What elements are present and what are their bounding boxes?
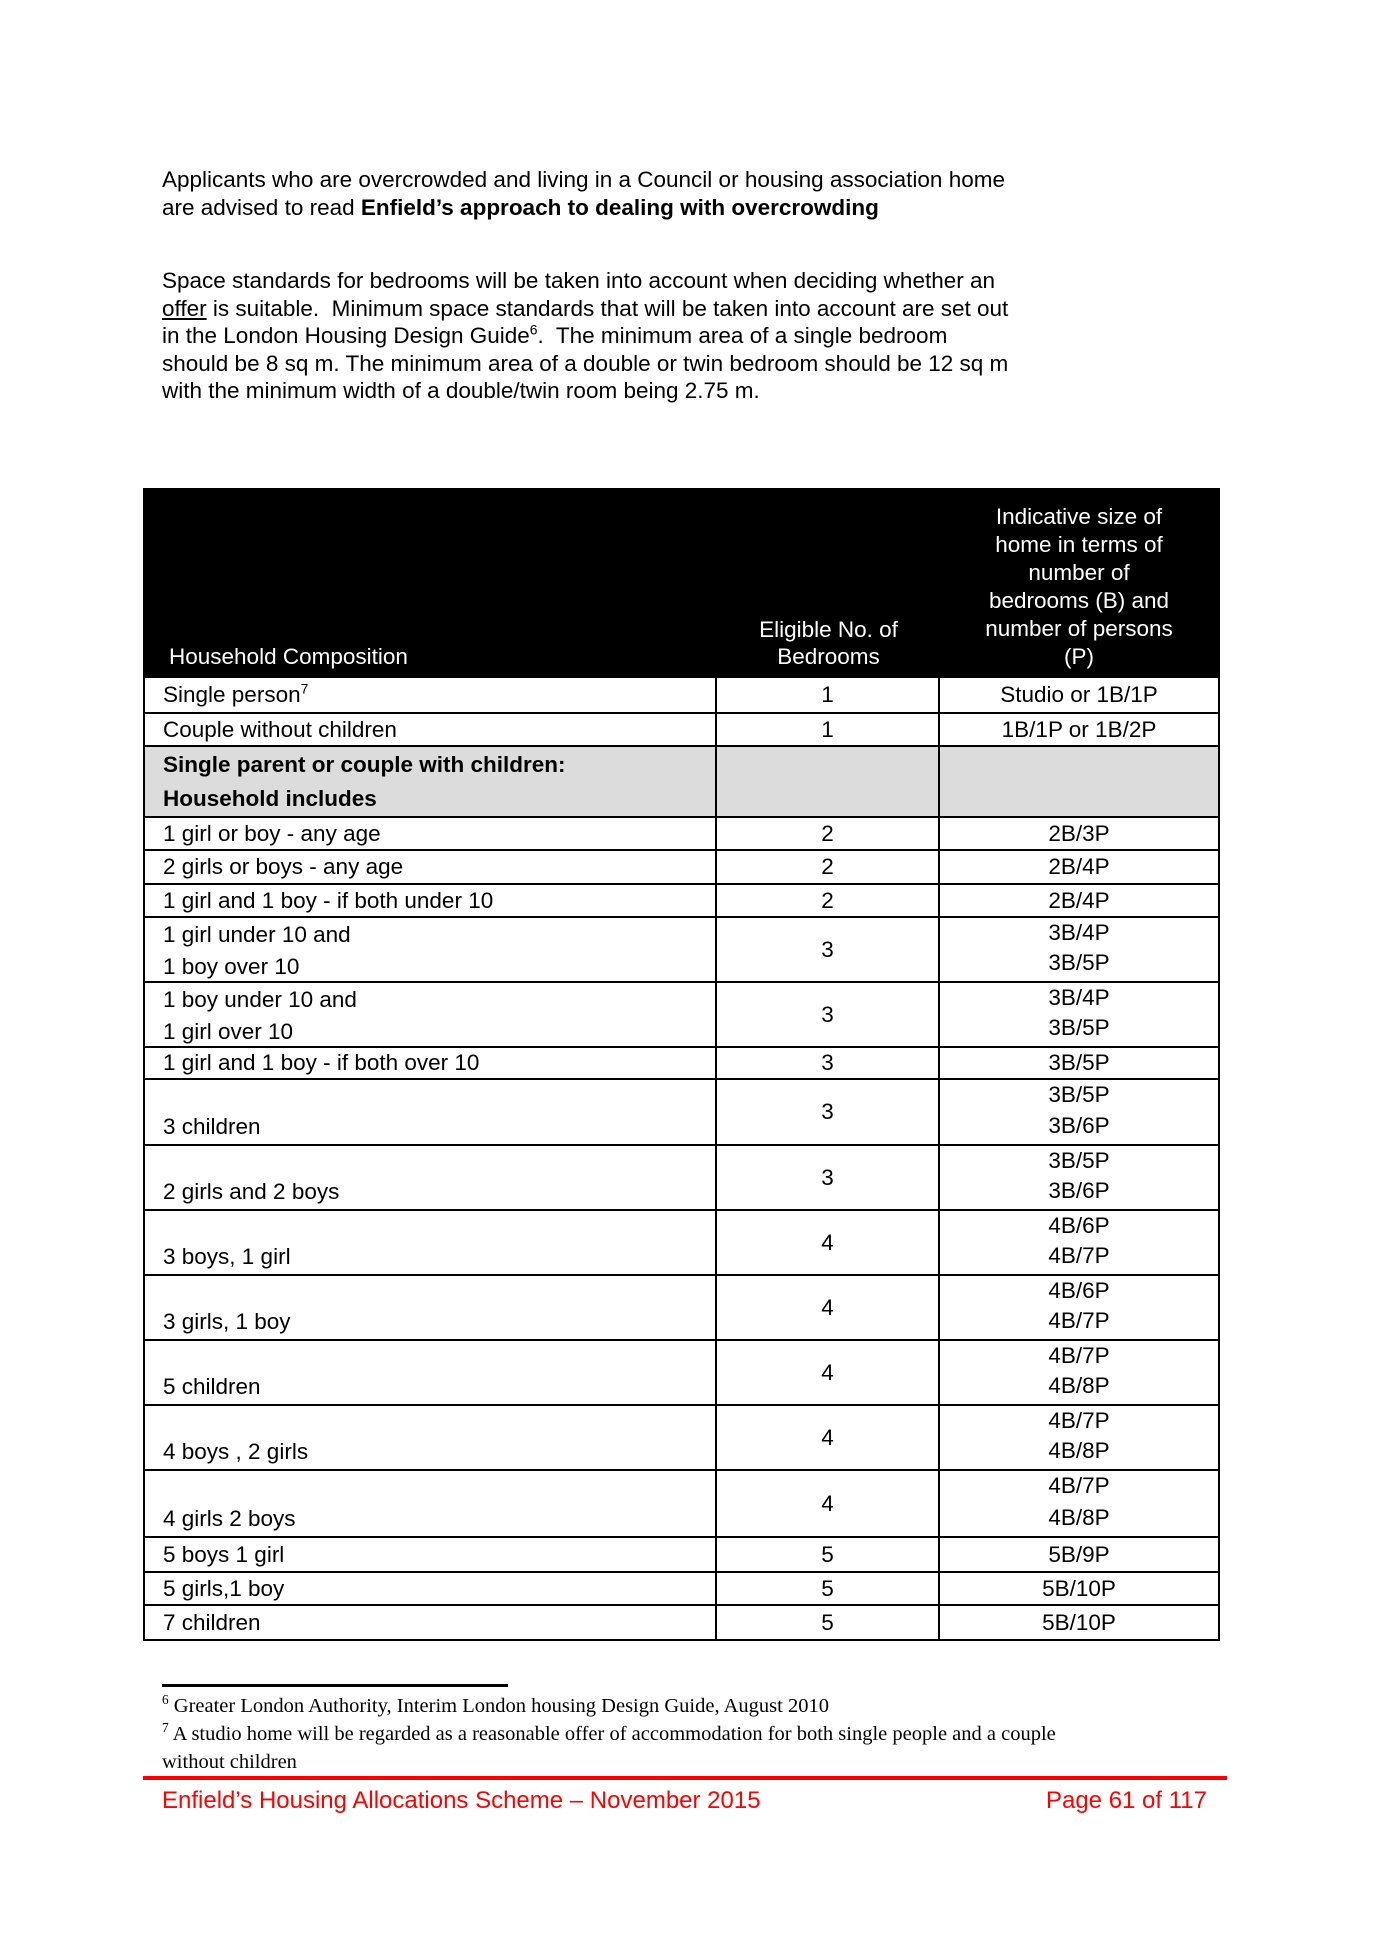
composition-line: 7 children (163, 1609, 261, 1635)
text-segment: Enfield’s approach to dealing with overcrowding (360, 194, 879, 220)
composition-line: 1 boy under 10 and (163, 987, 357, 1012)
footer-rule (143, 1776, 1227, 1780)
size-line: Studio or 1B/1P (1000, 682, 1158, 707)
cell-household-composition (145, 1471, 717, 1536)
page-footer (162, 1787, 1207, 1815)
table-row (145, 1469, 1218, 1536)
composition-line: 3 boys, 1 girl (163, 1244, 291, 1269)
cell-household-composition (145, 885, 717, 916)
header-line: Bedrooms (777, 644, 880, 669)
table-row (145, 981, 1218, 1046)
cell-household-composition (145, 851, 717, 883)
cell-household-composition (145, 678, 717, 712)
cell-eligible-bedrooms: 1 (717, 678, 940, 712)
header-line: (P) (1064, 644, 1094, 669)
size-line: 3B/5P (1048, 1082, 1110, 1107)
cell-indicative-size (940, 885, 1218, 916)
size-line: 3B/4P (1048, 985, 1110, 1010)
composition-line: 4 girls 2 boys (163, 1506, 296, 1531)
composition-line: 3 girls, 1 boy (163, 1309, 291, 1334)
table-row (145, 1404, 1218, 1469)
text-segment: Applicants who are overcrowded and living in a Council or housing association home (162, 167, 1005, 192)
header-label: Household Composition (169, 644, 408, 669)
composition-line: 5 boys 1 girl (163, 1541, 285, 1567)
size-line: 4B/8P (1048, 1505, 1110, 1530)
footnote-marker: 7 (162, 1720, 169, 1736)
size-line: 5B/10P (1042, 1609, 1116, 1635)
table-header-row (145, 490, 1218, 676)
cell-household-composition (145, 1211, 717, 1274)
cell-eligible-bedrooms: 4 (717, 1406, 940, 1469)
paragraph-line (162, 377, 1302, 405)
cell-household-composition (145, 1406, 717, 1469)
size-line: 4B/8P (1048, 1438, 1110, 1463)
paragraph-line (162, 166, 1302, 194)
cell-eligible-bedrooms: 4 (717, 1341, 940, 1404)
text-segment: Space standards for bedrooms will be taken into account when deciding whether an (162, 268, 996, 293)
size-line: 4B/8P (1048, 1373, 1110, 1398)
size-line: 3B/5P (1048, 1148, 1110, 1173)
cell-eligible-bedrooms: 3 (717, 1146, 940, 1209)
table-row (145, 1339, 1218, 1404)
cell-indicative-size (940, 918, 1218, 981)
text-segment: are advised to read (162, 194, 361, 220)
composition-line: 3 children (163, 1114, 261, 1139)
footnote-line: without children (162, 1751, 297, 1773)
cell-indicative-size (940, 1211, 1218, 1274)
cell-eligible-bedrooms: 3 (717, 1048, 940, 1078)
size-line: 4B/7P (1048, 1243, 1110, 1268)
composition-line: 1 girl over 10 (163, 1019, 294, 1044)
footnote-line: $^7$ A studio home will be regarded as a reasonable offer of accommodation for both single people and a couple (162, 1720, 1056, 1745)
composition-line: Single person$^7$ (163, 680, 309, 707)
composition-line: Couple without children (163, 716, 397, 742)
cell-indicative-size (940, 983, 1218, 1046)
size-line: 1B/1P or 1B/2P (1001, 716, 1157, 742)
footnote-line: $^6$ Greater London Authority, Interim London housing Design Guide, August 2010 (162, 1692, 829, 1717)
size-line: 4B/7P (1048, 1473, 1110, 1498)
table-header-eligible-bedrooms (717, 490, 940, 676)
cell-household-composition (145, 983, 717, 1046)
cell-indicative-size (940, 1048, 1218, 1078)
size-line: 3B/4P (1048, 920, 1110, 945)
cell-household-composition (145, 1606, 717, 1639)
footnote-marker: 6 (162, 1692, 169, 1708)
composition-line: 1 boy over 10 (163, 954, 300, 979)
cell-eligible-bedrooms: 4 (717, 1276, 940, 1339)
cell-eligible-bedrooms: 5 (717, 1606, 940, 1639)
cell-eligible-bedrooms: 3 (717, 1080, 940, 1144)
text-segment: should be 8 sq m. The minimum area of a double or twin bedroom should be 12 sq m (162, 350, 1009, 376)
size-line: 3B/5P (1048, 950, 1110, 975)
table-row (145, 1604, 1218, 1639)
cell-indicative-size (940, 851, 1218, 883)
size-line: 2B/4P (1048, 887, 1110, 913)
table-row (145, 1274, 1218, 1339)
superscript-reference: 6 (529, 321, 538, 338)
cell-household-composition (145, 818, 717, 849)
cell-indicative-size (940, 747, 1218, 816)
cell-eligible-bedrooms: 4 (717, 1211, 940, 1274)
size-line: 3B/6P (1048, 1178, 1110, 1203)
size-line: 4B/7P (1048, 1308, 1110, 1333)
cell-indicative-size (940, 678, 1218, 712)
cell-indicative-size (940, 1146, 1218, 1209)
table-row (145, 816, 1218, 849)
header-line: number of persons (985, 616, 1173, 641)
table-row (145, 883, 1218, 916)
size-line: 3B/6P (1048, 1113, 1110, 1138)
table-row (145, 916, 1218, 981)
header-line: Indicative size of (995, 504, 1163, 529)
header-line: home in terms of (995, 532, 1163, 557)
text-segment: in the London Housing Design Guide (162, 323, 530, 348)
paragraph (162, 267, 1302, 405)
text-segment: . The minimum area of a single bedroom (537, 323, 948, 348)
cell-household-composition (145, 1341, 717, 1404)
table-header-indicative-size (940, 490, 1218, 676)
paragraph-line (162, 194, 1302, 222)
text-segment: with the minimum width of a double/twin room being 2.75 m. (162, 378, 760, 403)
paragraph (162, 166, 1302, 221)
cell-indicative-size (940, 714, 1218, 745)
composition-line: 2 girls and 2 boys (163, 1179, 340, 1204)
cell-eligible-bedrooms: 5 (717, 1538, 940, 1571)
size-line: 3B/5P (1048, 1050, 1110, 1075)
composition-line: 5 girls,1 boy (163, 1575, 285, 1601)
cell-indicative-size (940, 1471, 1218, 1536)
size-line: 4B/6P (1048, 1278, 1110, 1303)
paragraph-line (162, 322, 1302, 350)
footer-title: Enfield’s Housing Allocations Scheme – November 2015 (162, 1787, 761, 1814)
intro-paragraphs (162, 166, 1302, 405)
table-section-row (145, 745, 1218, 816)
composition-line: 2 girls or boys - any age (163, 854, 404, 879)
table-row (145, 1144, 1218, 1209)
size-line: 2B/4P (1048, 854, 1110, 879)
composition-line: 1 girl and 1 boy - if both over 10 (163, 1050, 480, 1075)
composition-line: Household includes (163, 785, 377, 811)
cell-household-composition (145, 918, 717, 981)
cell-eligible-bedrooms (717, 747, 940, 816)
composition-line: 5 children (163, 1374, 261, 1399)
cell-household-composition (145, 747, 717, 816)
table-row (145, 676, 1218, 712)
cell-indicative-size (940, 1538, 1218, 1571)
paragraph-line (162, 295, 1302, 323)
paragraph-line (162, 267, 1302, 295)
table-row (145, 1209, 1218, 1274)
size-line: 3B/5P (1048, 1015, 1110, 1040)
cell-household-composition (145, 1048, 717, 1078)
text-segment: offer (162, 295, 207, 321)
cell-eligible-bedrooms: 2 (717, 885, 940, 916)
cell-eligible-bedrooms: 2 (717, 851, 940, 883)
cell-indicative-size (940, 818, 1218, 849)
text-segment: is suitable. Minimum space standards that will be taken into account are set out (206, 295, 1009, 321)
cell-indicative-size (940, 1573, 1218, 1604)
size-line: 5B/9P (1048, 1541, 1110, 1567)
table-header-household-composition (145, 490, 717, 676)
cell-indicative-size (940, 1080, 1218, 1144)
composition-line: 1 girl and 1 boy - if both under 10 (163, 887, 494, 913)
table-body (145, 676, 1218, 1639)
header-line: number of (1028, 560, 1130, 585)
cell-eligible-bedrooms: 4 (717, 1471, 940, 1536)
table-row (145, 1571, 1218, 1604)
table-row (145, 712, 1218, 745)
table-row (145, 1078, 1218, 1144)
cell-eligible-bedrooms: 1 (717, 714, 940, 745)
cell-eligible-bedrooms: 5 (717, 1573, 940, 1604)
cell-indicative-size (940, 1606, 1218, 1639)
cell-household-composition (145, 1080, 717, 1144)
composition-line: Single parent or couple with children: (163, 751, 566, 777)
size-line: 2B/3P (1048, 820, 1110, 846)
composition-line: 4 boys , 2 girls (163, 1439, 309, 1464)
cell-eligible-bedrooms: 3 (717, 918, 940, 981)
cell-household-composition (145, 1573, 717, 1604)
size-line: 4B/6P (1048, 1213, 1110, 1238)
cell-eligible-bedrooms: 3 (717, 983, 940, 1046)
footnotes (162, 1692, 1302, 1776)
composition-line: 1 girl under 10 and (163, 922, 351, 947)
superscript-reference: 7 (300, 680, 309, 697)
cell-household-composition (145, 1276, 717, 1339)
cell-household-composition (145, 1146, 717, 1209)
table-row (145, 1536, 1218, 1571)
size-line: 5B/10P (1042, 1575, 1116, 1601)
paragraph-line (162, 350, 1302, 378)
table-row (145, 849, 1218, 883)
size-line: 4B/7P (1048, 1343, 1110, 1368)
table-row (145, 1046, 1218, 1078)
header-line: bedrooms (B) and (988, 588, 1170, 613)
cell-eligible-bedrooms: 2 (717, 818, 940, 849)
cell-indicative-size (940, 1341, 1218, 1404)
header-line: Eligible No. of (759, 617, 898, 642)
cell-household-composition (145, 714, 717, 745)
cell-indicative-size (940, 1276, 1218, 1339)
cell-household-composition (145, 1538, 717, 1571)
footnote-separator (162, 1684, 508, 1687)
footer-page-number: Page 61 of 117 (1045, 1787, 1207, 1814)
cell-indicative-size (940, 1406, 1218, 1469)
size-line: 4B/7P (1048, 1408, 1110, 1433)
composition-line: 1 girl or boy - any age (163, 820, 381, 846)
household-composition-table (143, 488, 1220, 1641)
